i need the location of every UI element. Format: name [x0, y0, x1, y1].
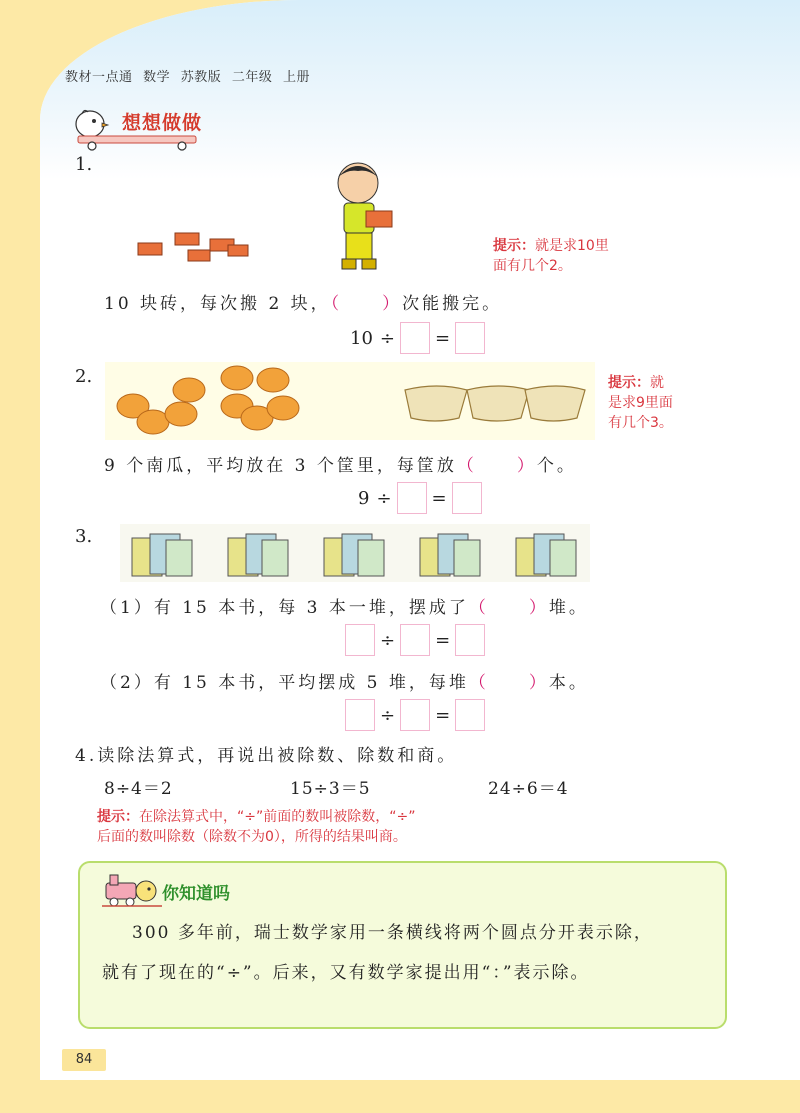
equals-sign: = — [435, 704, 451, 726]
part-label: （2） — [100, 673, 154, 693]
problem-text: 本。 — [548, 673, 589, 693]
problem-1-hint — [493, 236, 609, 276]
problem-text: 次能搬完。 — [402, 294, 503, 314]
answer-paren-open: （ — [456, 456, 477, 476]
hint-text: 在除法算式中，“÷”前面的数叫被除数，“÷” — [139, 809, 416, 825]
formula: 15÷3＝5 — [290, 779, 371, 799]
answer-box[interactable] — [452, 482, 482, 514]
hint-text: 就是求10里 — [535, 238, 609, 254]
section-title: 想想做做 — [122, 112, 203, 134]
equals-sign: = — [435, 629, 451, 651]
problem-2-number: 2. — [75, 366, 93, 387]
answer-paren-close: ） — [382, 294, 403, 314]
problem-text: 9 个南瓜，平均放在 3 个筐里，每筐放 — [104, 456, 457, 476]
problem-3-part-2-equation — [345, 699, 485, 731]
answer-box[interactable] — [455, 322, 485, 354]
hint-label: 提示： — [97, 809, 139, 825]
answer-paren-close: ） — [528, 598, 549, 618]
sky-background — [40, 0, 800, 180]
hint-label: 提示： — [608, 375, 650, 391]
problem-4-text — [75, 741, 457, 766]
page-number: 84 — [62, 1049, 106, 1071]
answer-paren-open: （ — [330, 294, 343, 314]
answer-box[interactable] — [400, 322, 430, 354]
problem-text: 有 15 本书，平均摆成 5 堆，每堆 — [153, 673, 469, 693]
hint-text: 就 — [650, 375, 664, 391]
problem-text: 10 块砖，每次搬 2 块， — [104, 294, 331, 314]
answer-paren-open: （ — [468, 598, 489, 618]
problem-text: 堆。 — [548, 598, 589, 618]
part-label: （1） — [100, 598, 154, 618]
problem-1-text — [104, 289, 502, 314]
did-you-know-text — [102, 913, 722, 993]
equals-sign: = — [435, 327, 451, 349]
pumpkins-and-baskets-illustration — [105, 362, 595, 440]
formula: 24÷6＝4 — [488, 779, 569, 799]
answer-box[interactable] — [345, 624, 375, 656]
answer-paren-close: ） — [528, 673, 549, 693]
did-you-know-title: 你知道吗 — [162, 884, 230, 904]
problem-2-text — [104, 451, 577, 476]
hint-text: 是求9里面 — [608, 395, 673, 411]
page-header: 教材一点通 数学 苏教版 二年级 上册 — [65, 70, 311, 85]
bricks-and-boy-illustration — [110, 155, 410, 275]
problem-3-number: 3. — [75, 526, 93, 547]
answer-box[interactable] — [455, 699, 485, 731]
problem-4-hint — [97, 807, 415, 847]
problem-text: 读除法算式，再说出被除数、除数和商。 — [97, 746, 458, 766]
did-you-know-box — [78, 861, 727, 1029]
problem-2-equation — [356, 482, 482, 514]
answer-box[interactable] — [455, 624, 485, 656]
equals-sign: = — [431, 487, 447, 509]
did-you-know-line: 300 多年前，瑞士数学家用一条横线将两个圆点分开表示除， — [132, 923, 653, 943]
division-sign: ÷ — [376, 487, 392, 509]
problem-text: 有 15 本书，每 3 本一堆，摆成了 — [153, 598, 469, 618]
problem-1-equation — [348, 322, 485, 354]
problem-3-part-1-equation — [345, 624, 485, 656]
hint-text: 后面的数叫除数（除数不为0），所得的结果叫商。 — [97, 829, 407, 845]
equation-dividend: 10 — [350, 327, 373, 349]
problem-4-number: 4. — [75, 746, 98, 766]
problem-text: 个。 — [536, 456, 577, 476]
problem-3-part-2-text — [100, 668, 589, 693]
formula: 8÷4＝2 — [104, 779, 173, 799]
hint-label: 提示： — [493, 238, 535, 254]
answer-box[interactable] — [400, 624, 430, 656]
answer-box[interactable] — [400, 699, 430, 731]
answer-paren-close: ） — [516, 456, 537, 476]
train-icon — [102, 871, 162, 909]
answer-box[interactable] — [397, 482, 427, 514]
division-sign: ÷ — [380, 629, 396, 651]
hint-text: 有几个3。 — [608, 415, 673, 431]
equation-dividend: 9 — [358, 487, 370, 509]
problem-3-part-1-text — [100, 593, 589, 618]
hint-text: 面有几个2。 — [493, 258, 572, 274]
answer-paren-open: （ — [468, 673, 489, 693]
problem-2-hint — [608, 373, 673, 433]
answer-box[interactable] — [345, 699, 375, 731]
books-illustration — [120, 524, 590, 582]
did-you-know-line: 就有了现在的“÷”。后来，又有数学家提出用“：”表示除。 — [102, 963, 590, 983]
division-sign: ÷ — [380, 704, 396, 726]
section-title-banner — [70, 104, 250, 152]
division-sign: ÷ — [379, 327, 395, 349]
problem-1-number: 1. — [75, 154, 93, 175]
